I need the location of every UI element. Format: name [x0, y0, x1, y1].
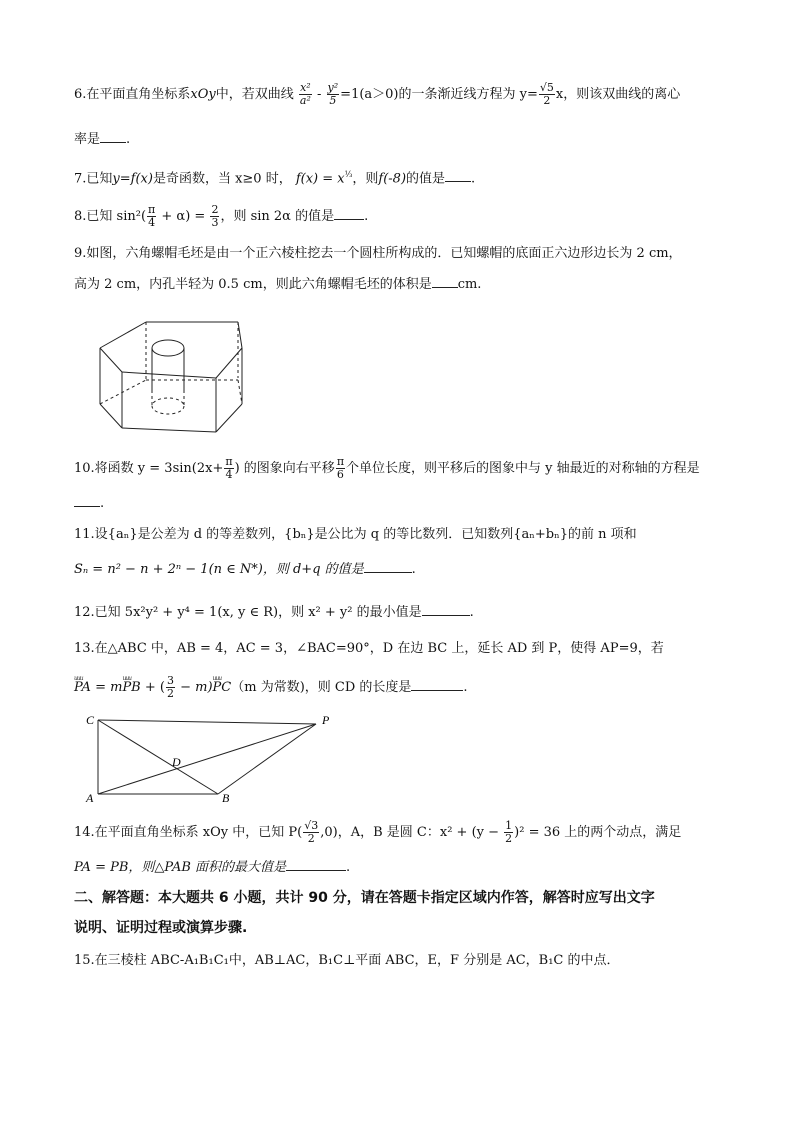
p8-answer-blank[interactable]: [334, 207, 364, 220]
problem-7: [74, 165, 475, 189]
p6-frac-x-den: a²: [299, 94, 311, 107]
p6-frac-sqrt-num: √5: [539, 81, 554, 94]
label-b: B: [222, 791, 230, 805]
p9-line2b: cm.: [457, 277, 482, 292]
p10-tail: 个单位长度，则平移后的图象中与 y 轴最近的对称轴的方程是: [346, 461, 700, 476]
p14-frac-sqrt3: [303, 820, 319, 845]
problem-6-line1: [74, 82, 680, 107]
label-d: D: [172, 755, 181, 769]
p6-minus: -: [312, 87, 326, 102]
p6-mid: 中，若双曲线: [215, 87, 294, 102]
label-c: C: [86, 713, 95, 727]
p8-frac-r-num: 2: [211, 203, 219, 216]
p11-end: .: [411, 562, 416, 577]
p14-line2a: PA = PB，则△PAB 面积的最大值是: [74, 860, 287, 875]
problem-13-line1: 13.在△ABC 中，AB = 4，AC = 3，∠BAC=90°，D 在边 BC 上，延长 AD 到 P，使得 AP=9，若: [74, 641, 664, 656]
hex-nut-figure: [80, 306, 260, 438]
p6-frac-sqrt-den: 2: [543, 94, 551, 107]
p13-vec-pb: uuu PB: [122, 678, 140, 698]
problem-14-line2: [74, 858, 350, 878]
p13-frac-den: 2: [166, 687, 174, 700]
p8-lead: 8.已知 sin²(: [74, 209, 147, 224]
p8-frac-r-den: 3: [211, 216, 219, 229]
p11-line2a: Sₙ = n² − n + 2ⁿ − 1(n ∈ N*)，则 d+q 的值是: [74, 562, 364, 577]
p6-frac-y-den: 5: [329, 94, 337, 107]
problem-10-line2: [74, 494, 104, 514]
p12-end: .: [469, 605, 474, 620]
p14-mid: ,0)，A，B 是圆 C：x² + (y −: [320, 825, 504, 840]
p8-plus: + α) =: [157, 209, 210, 224]
p7-tail: ，则: [352, 171, 379, 187]
p13-answer-blank[interactable]: [411, 678, 463, 691]
p8-end: .: [364, 209, 369, 224]
p6-frac-x-num: x²: [300, 81, 311, 94]
problem-11-line1: 11.设{aₙ}是公差为 d 的等差数列，{bₙ}是公比为 q 的等比数列．已知数列{aₙ+bₙ}的前 n 项和: [74, 527, 637, 542]
label-a: A: [86, 791, 94, 805]
p9-line2a: 高为 2 cm，内孔半轻为 0.5 cm，则此六角螺帽毛坯的体积是: [74, 277, 432, 292]
p7-mid: 是奇函数，当 x≥0 时，: [152, 171, 292, 187]
p6-end: .: [126, 132, 131, 147]
p10-frac-pi6: [336, 456, 345, 481]
p6-frac-x: [299, 82, 312, 107]
problem-9-line1: 9.如图，六角螺帽毛坯是由一个正六棱柱挖去一个圆柱所构成的．已知螺帽的底面正六边形边长为 2 cm，: [74, 246, 682, 261]
problem-6-line2: [74, 130, 130, 150]
p14-answer-blank[interactable]: [286, 858, 346, 871]
p6-eq: =1(a＞0)的一条渐近线方程为 y=: [340, 87, 538, 102]
p6-frac-y: [327, 82, 340, 107]
p11-answer-blank[interactable]: [364, 560, 412, 573]
p6-var: xOy: [190, 87, 216, 102]
p14-frac-half-num: 1: [505, 819, 513, 832]
p14-frac-num: √3: [304, 819, 319, 832]
p14-frac-half: [504, 820, 513, 845]
p8-tail: ，则 sin 2α 的值是: [220, 209, 335, 224]
problem-8: [74, 204, 368, 229]
p13-vec-pc: uuu PC: [213, 678, 232, 698]
p8-frac-pi-num: π: [148, 203, 156, 216]
p7-fval: f(-8): [378, 171, 407, 187]
p6-frac-y-num: y²: [327, 81, 339, 94]
p7-lead: 7.已知: [74, 171, 113, 187]
section-2-heading-line2: 说明、证明过程或演算步骤.: [74, 920, 248, 936]
p10-frac-pi4-den: 4: [225, 468, 233, 481]
problem-12: [74, 603, 474, 623]
problem-10-line1: [74, 456, 700, 481]
p7-end: .: [471, 171, 476, 187]
p7-tail2: 的值是: [406, 171, 446, 187]
p8-frac-pi: [147, 204, 156, 229]
p8-frac-pi-den: 4: [148, 216, 156, 229]
p6-answer-blank[interactable]: [100, 130, 126, 143]
p13-frac: [166, 675, 175, 700]
section-2-heading-line1: 二、解答题：本大题共 6 小题，共计 90 分，请在答题卡指定区域内作答，解答时应写出文字: [74, 890, 655, 906]
p13-frac-num: 3: [166, 674, 174, 687]
p13-vec-pa: uuu PA: [74, 678, 91, 698]
p14-lead: 14.在平面直角坐标系 xOy 中，已知 P(: [74, 825, 303, 840]
p10-end: .: [100, 496, 105, 511]
p10-frac-pi4: [224, 456, 233, 481]
p14-end: .: [346, 860, 351, 875]
problem-14-line1: [74, 820, 681, 845]
p10-frac-pi6-den: 6: [336, 468, 344, 481]
p12-lead: 12.已知 5x²y² + y⁴ = 1(x, y ∈ R)，则 x² + y² 的最小值是: [74, 605, 422, 620]
p10-frac-pi6-num: π: [336, 455, 345, 468]
problem-13-line2: [74, 675, 468, 700]
p10-answer-blank[interactable]: [74, 494, 100, 507]
p9-answer-blank[interactable]: [432, 275, 458, 288]
p13-tail: （m 为常数)，则 CD 的长度是: [231, 680, 412, 695]
problem-11-line2: [74, 560, 416, 580]
label-p: P: [322, 713, 330, 727]
problem-15: 15.在三棱柱 ABC-A₁B₁C₁中，AB⊥AC，B₁C⊥平面 ABC，E，F 分别是 AC，B₁C 的中点．: [74, 953, 620, 968]
p6-line2: 率是: [74, 132, 101, 147]
p13-end: .: [463, 680, 468, 695]
p7-fn: y=f(x): [112, 171, 153, 187]
p14-frac-half-den: 2: [505, 832, 513, 845]
p6-tail: x，则该双曲线的离心: [555, 87, 681, 102]
p7-expr: f(x) = x: [295, 171, 345, 187]
p8-frac-r: [210, 204, 219, 229]
p12-answer-blank[interactable]: [422, 603, 470, 616]
p6-frac-sqrt: [539, 82, 555, 107]
p10-mid: ) 的图象向右平移: [234, 461, 335, 476]
p14-tail: )² = 36 上的两个动点，满足: [514, 825, 682, 840]
triangle-figure: [80, 710, 340, 806]
p10-frac-pi4-num: π: [225, 455, 233, 468]
problem-9-line2: [74, 275, 481, 295]
p13-plus: + (: [140, 680, 165, 695]
p13-minus: − m): [175, 680, 213, 695]
p13-eq: = m: [90, 680, 123, 695]
p6-lead: 6.在平面直角坐标系: [74, 87, 191, 102]
p7-answer-blank[interactable]: [445, 169, 471, 182]
p14-frac-den: 2: [307, 832, 315, 845]
p7-exp: ⅓: [344, 170, 353, 179]
p10-lead: 10.将函数 y = 3sin(2x+: [74, 461, 224, 476]
